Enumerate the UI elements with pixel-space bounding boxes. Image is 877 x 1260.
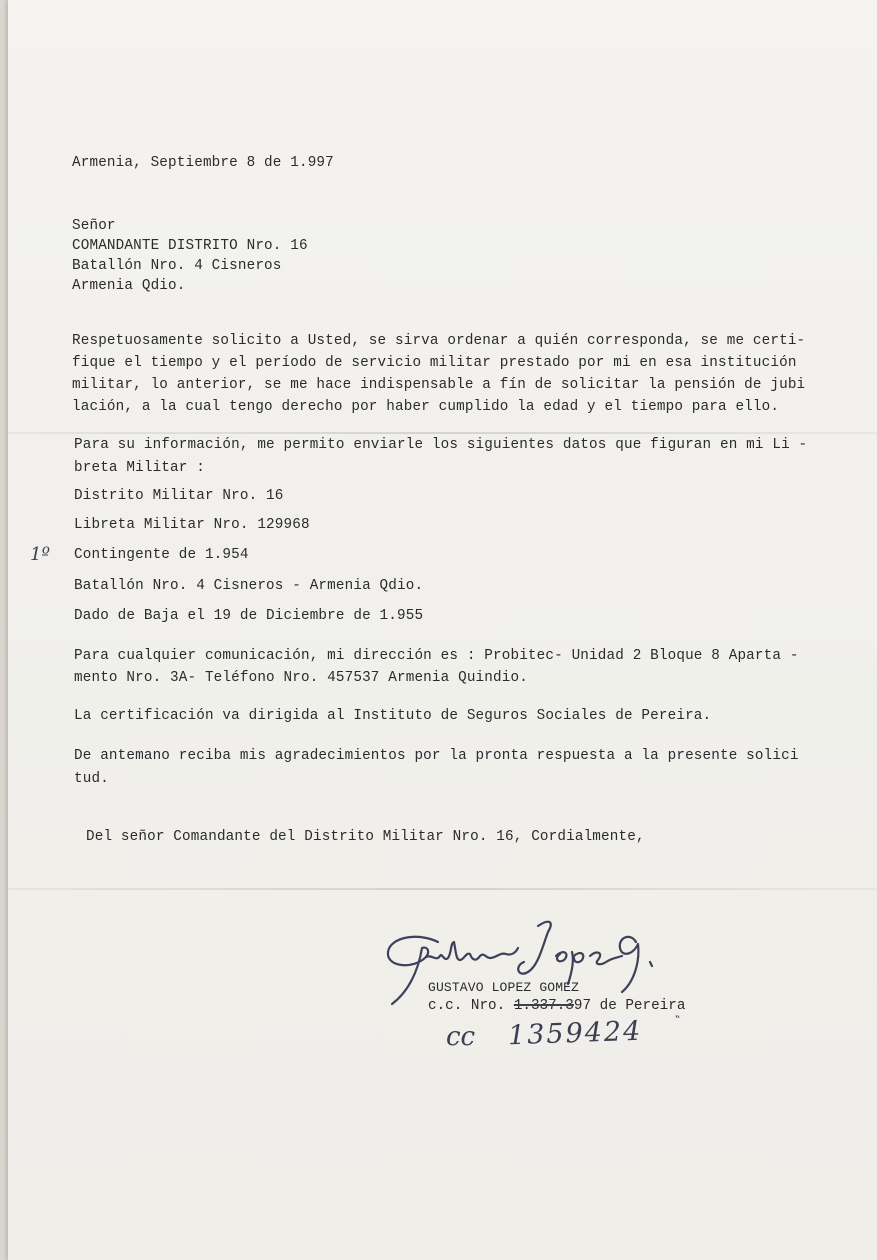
- body-line: La certificación va dirigida al Instituto de Seguros Sociales de Pereira.: [74, 708, 712, 724]
- handwritten-signature: [378, 912, 678, 1012]
- recipient-line: Señor: [72, 218, 116, 234]
- body-line: mento Nro. 3A- Teléfono Nro. 457537 Armenia Quindio.: [74, 670, 528, 686]
- body-line: lación, a la cual tengo derecho por haber cumplido la edad y el tiempo para ello.: [72, 399, 780, 415]
- id-tail: 97 de Pereira: [573, 998, 686, 1014]
- recipient-line: Armenia Qdio.: [72, 278, 186, 294]
- body-line: Respetuosamente solicito a Usted, se sirva ordenar a quién corresponda, se me certi-: [72, 333, 806, 349]
- paper-fold: [8, 888, 877, 890]
- body-line: Para su información, me permito enviarle los siguientes datos que figuran en mi Li -: [74, 437, 808, 453]
- signatory-name: GUSTAVO LOPEZ GOMEZ: [428, 980, 580, 995]
- date-line: Armenia, Septiembre 8 de 1.997: [72, 155, 334, 171]
- body-line: fique el tiempo y el período de servicio militar prestado por mi en esa institución: [72, 355, 797, 371]
- data-item: Contingente de 1.954: [74, 547, 249, 563]
- body-line: militar, lo anterior, se me hace indispensable a fín de solicitar la pensión de jubi: [72, 377, 806, 393]
- data-item: Distrito Militar Nro. 16: [74, 488, 284, 504]
- letter-page: [8, 0, 877, 1260]
- closing-line: Del señor Comandante del Distrito Militar Nro. 16, Cordialmente,: [86, 829, 645, 845]
- data-item: Batallón Nro. 4 Cisneros - Armenia Qdio.: [74, 578, 424, 594]
- body-line: tud.: [74, 771, 109, 787]
- margin-note: 1º: [30, 544, 50, 565]
- data-item: Dado de Baja el 19 de Diciembre de 1.955: [74, 608, 424, 624]
- id-prefix: c.c. Nro.: [428, 998, 506, 1014]
- handwritten-mark: ‶: [674, 1014, 680, 1030]
- body-line: breta Militar :: [74, 460, 205, 476]
- recipient-line: Batallón Nro. 4 Cisneros: [72, 258, 282, 274]
- body-line: Para cualquier comunicación, mi dirección es : Probitec- Unidad 2 Bloque 8 Aparta -: [74, 648, 799, 664]
- paper-fold: [8, 432, 877, 434]
- handwritten-cc-number: 1359424: [507, 1015, 643, 1052]
- recipient-line: COMANDANTE DISTRITO Nro. 16: [72, 238, 308, 254]
- id-struck-number: 1.337.3: [513, 998, 574, 1014]
- id-line: [428, 998, 685, 1014]
- body-line: De antemano reciba mis agradecimientos por la pronta respuesta a la presente solici: [74, 748, 799, 764]
- data-item: Libreta Militar Nro. 129968: [74, 517, 310, 533]
- handwritten-cc-label: cc: [446, 1022, 476, 1052]
